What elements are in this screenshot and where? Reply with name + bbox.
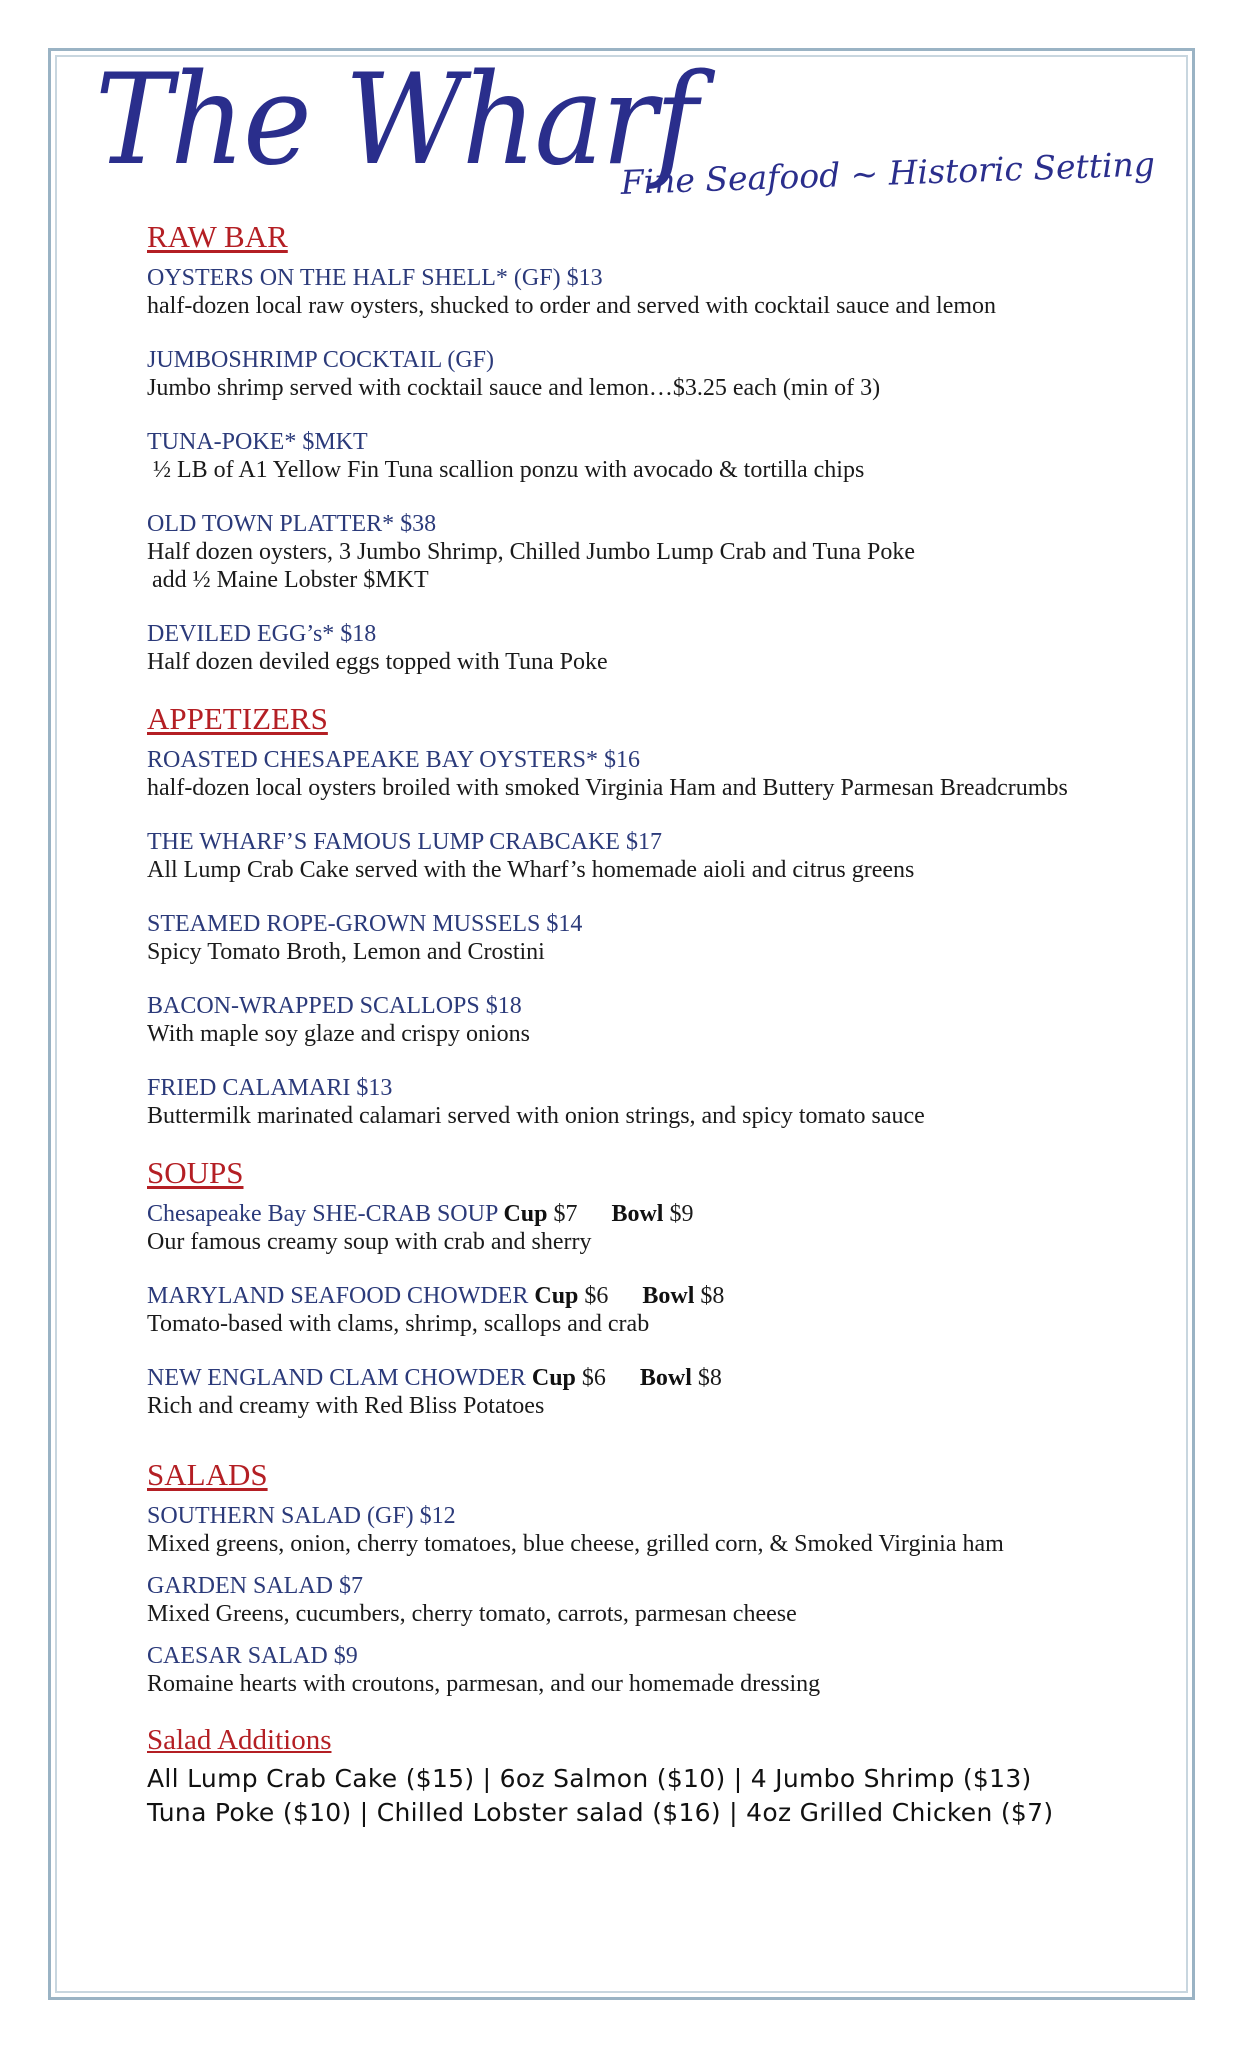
item-addon: add ½ Maine Lobster $MKT bbox=[152, 567, 429, 594]
item-description: Mixed Greens, cucumbers, cherry tomato, carrots, parmesan cheese bbox=[147, 1601, 797, 1628]
item-name: TUNA-POKE* $MKT bbox=[147, 429, 368, 456]
menu-content bbox=[147, 220, 1157, 1830]
menu-item bbox=[147, 1642, 1157, 1698]
item-description: ½ LB of A1 Yellow Fin Tuna scallion ponzu with avocado & tortilla chips bbox=[147, 457, 865, 484]
menu-item bbox=[147, 1364, 1157, 1420]
item-description: Our famous creamy soup with crab and sherry bbox=[147, 1229, 592, 1256]
cup-label: Cup bbox=[534, 1283, 579, 1310]
bowl-price: $9 bbox=[669, 1201, 694, 1228]
item-name: BACON-WRAPPED SCALLOPS $18 bbox=[147, 993, 522, 1020]
item-name: MARYLAND SEAFOOD CHOWDER bbox=[147, 1283, 529, 1310]
section-soups bbox=[147, 1156, 1157, 1420]
section-raw-bar bbox=[147, 220, 1157, 676]
menu-item bbox=[147, 1074, 1157, 1130]
item-name-line bbox=[147, 1282, 1157, 1310]
item-name: SOUTHERN SALAD (GF) $12 bbox=[147, 1503, 456, 1530]
item-name-line bbox=[147, 1200, 1157, 1228]
item-description: With maple soy glaze and crispy onions bbox=[147, 1021, 530, 1048]
item-description: Half dozen deviled eggs topped with Tuna Poke bbox=[147, 649, 608, 676]
section-spacer bbox=[147, 1446, 1157, 1458]
section-title-salads: SALADS bbox=[147, 1457, 268, 1493]
item-name: CAESAR SALAD $9 bbox=[147, 1643, 358, 1670]
bowl-label: Bowl bbox=[639, 1365, 692, 1392]
menu-item bbox=[147, 510, 1157, 594]
item-description: half-dozen local raw oysters, shucked to order and served with cocktail sauce and lemon bbox=[147, 293, 997, 320]
item-description: half-dozen local oysters broiled with smoked Virginia Ham and Buttery Parmesan Breadcrumbs bbox=[147, 775, 1068, 802]
item-description: Rich and creamy with Red Bliss Potatoes bbox=[147, 1393, 545, 1420]
restaurant-logo: The Wharf bbox=[95, 47, 697, 194]
section-appetizers bbox=[147, 702, 1157, 1130]
menu-item bbox=[147, 1200, 1157, 1256]
menu-item bbox=[147, 828, 1157, 884]
section-title-raw-bar: RAW BAR bbox=[147, 219, 288, 254]
item-name: JUMBOSHRIMP COCKTAIL (GF) bbox=[147, 347, 495, 374]
menu-item bbox=[147, 1282, 1157, 1338]
cup-label: Cup bbox=[531, 1365, 576, 1392]
cup-price: $7 bbox=[553, 1201, 578, 1228]
menu-header bbox=[95, 47, 1156, 228]
additions-line: Tuna Poke ($10) | Chilled Lobster salad ($16) | 4oz Grilled Chicken ($7) bbox=[147, 1797, 1054, 1827]
item-description: Spicy Tomato Broth, Lemon and Crostini bbox=[147, 939, 545, 966]
menu-item bbox=[147, 746, 1157, 802]
cup-price: $6 bbox=[581, 1365, 606, 1392]
menu-item bbox=[147, 1502, 1157, 1558]
cup-label: Cup bbox=[503, 1201, 548, 1228]
item-description: All Lump Crab Cake served with the Wharf’s homemade aioli and citrus greens bbox=[147, 857, 915, 884]
item-description: Tomato-based with clams, shrimp, scallops and crab bbox=[147, 1311, 650, 1338]
section-title-appetizers: APPETIZERS bbox=[147, 701, 328, 737]
menu-item bbox=[147, 346, 1157, 402]
section-salads bbox=[147, 1458, 1157, 1698]
menu-item bbox=[147, 1572, 1157, 1628]
item-name: OLD TOWN PLATTER* $38 bbox=[147, 511, 437, 538]
item-name: ROASTED CHESAPEAKE BAY OYSTERS* $16 bbox=[147, 747, 640, 774]
bowl-price: $8 bbox=[697, 1365, 722, 1392]
bowl-label: Bowl bbox=[611, 1201, 664, 1228]
item-description: Jumbo shrimp served with cocktail sauce and lemon…$3.25 each (min of 3) bbox=[147, 375, 881, 402]
section-title-salad-additions: Salad Additions bbox=[147, 1724, 332, 1757]
item-name: GARDEN SALAD $7 bbox=[147, 1573, 363, 1600]
item-description: Half dozen oysters, 3 Jumbo Shrimp, Chilled Jumbo Lump Crab and Tuna Poke bbox=[147, 539, 915, 566]
item-name: THE WHARF’S FAMOUS LUMP CRABCAKE $17 bbox=[147, 829, 662, 856]
item-description: Romaine hearts with croutons, parmesan, and our homemade dressing bbox=[147, 1671, 821, 1698]
item-name: DEVILED EGG’s* $18 bbox=[147, 621, 377, 648]
bowl-price: $8 bbox=[700, 1283, 725, 1310]
item-name: OYSTERS ON THE HALF SHELL* (GF) $13 bbox=[147, 265, 603, 292]
menu-item bbox=[147, 992, 1157, 1048]
bowl-label: Bowl bbox=[642, 1283, 695, 1310]
item-name: NEW ENGLAND CLAM CHOWDER bbox=[147, 1365, 526, 1392]
item-description: Mixed greens, onion, cherry tomatoes, blue cheese, grilled corn, & Smoked Virginia ham bbox=[147, 1531, 1004, 1558]
item-name: STEAMED ROPE-GROWN MUSSELS $14 bbox=[147, 911, 583, 938]
section-title-soups: SOUPS bbox=[147, 1155, 244, 1191]
section-salad-additions bbox=[147, 1724, 1157, 1829]
item-description: Buttermilk marinated calamari served with onion strings, and spicy tomato sauce bbox=[147, 1103, 925, 1130]
item-name: Chesapeake Bay SHE-CRAB SOUP bbox=[147, 1201, 498, 1228]
item-name-line bbox=[147, 1364, 1157, 1392]
menu-item bbox=[147, 264, 1157, 320]
cup-price: $6 bbox=[584, 1283, 609, 1310]
menu-item bbox=[147, 910, 1157, 966]
item-name: FRIED CALAMARI $13 bbox=[147, 1075, 393, 1102]
menu-item bbox=[147, 620, 1157, 676]
restaurant-tagline: Fine Seafood ~ Historic Setting bbox=[620, 144, 1156, 202]
additions-line: All Lump Crab Cake ($15) | 6oz Salmon ($10) | 4 Jumbo Shrimp ($13) bbox=[147, 1763, 1032, 1793]
menu-item bbox=[147, 428, 1157, 484]
